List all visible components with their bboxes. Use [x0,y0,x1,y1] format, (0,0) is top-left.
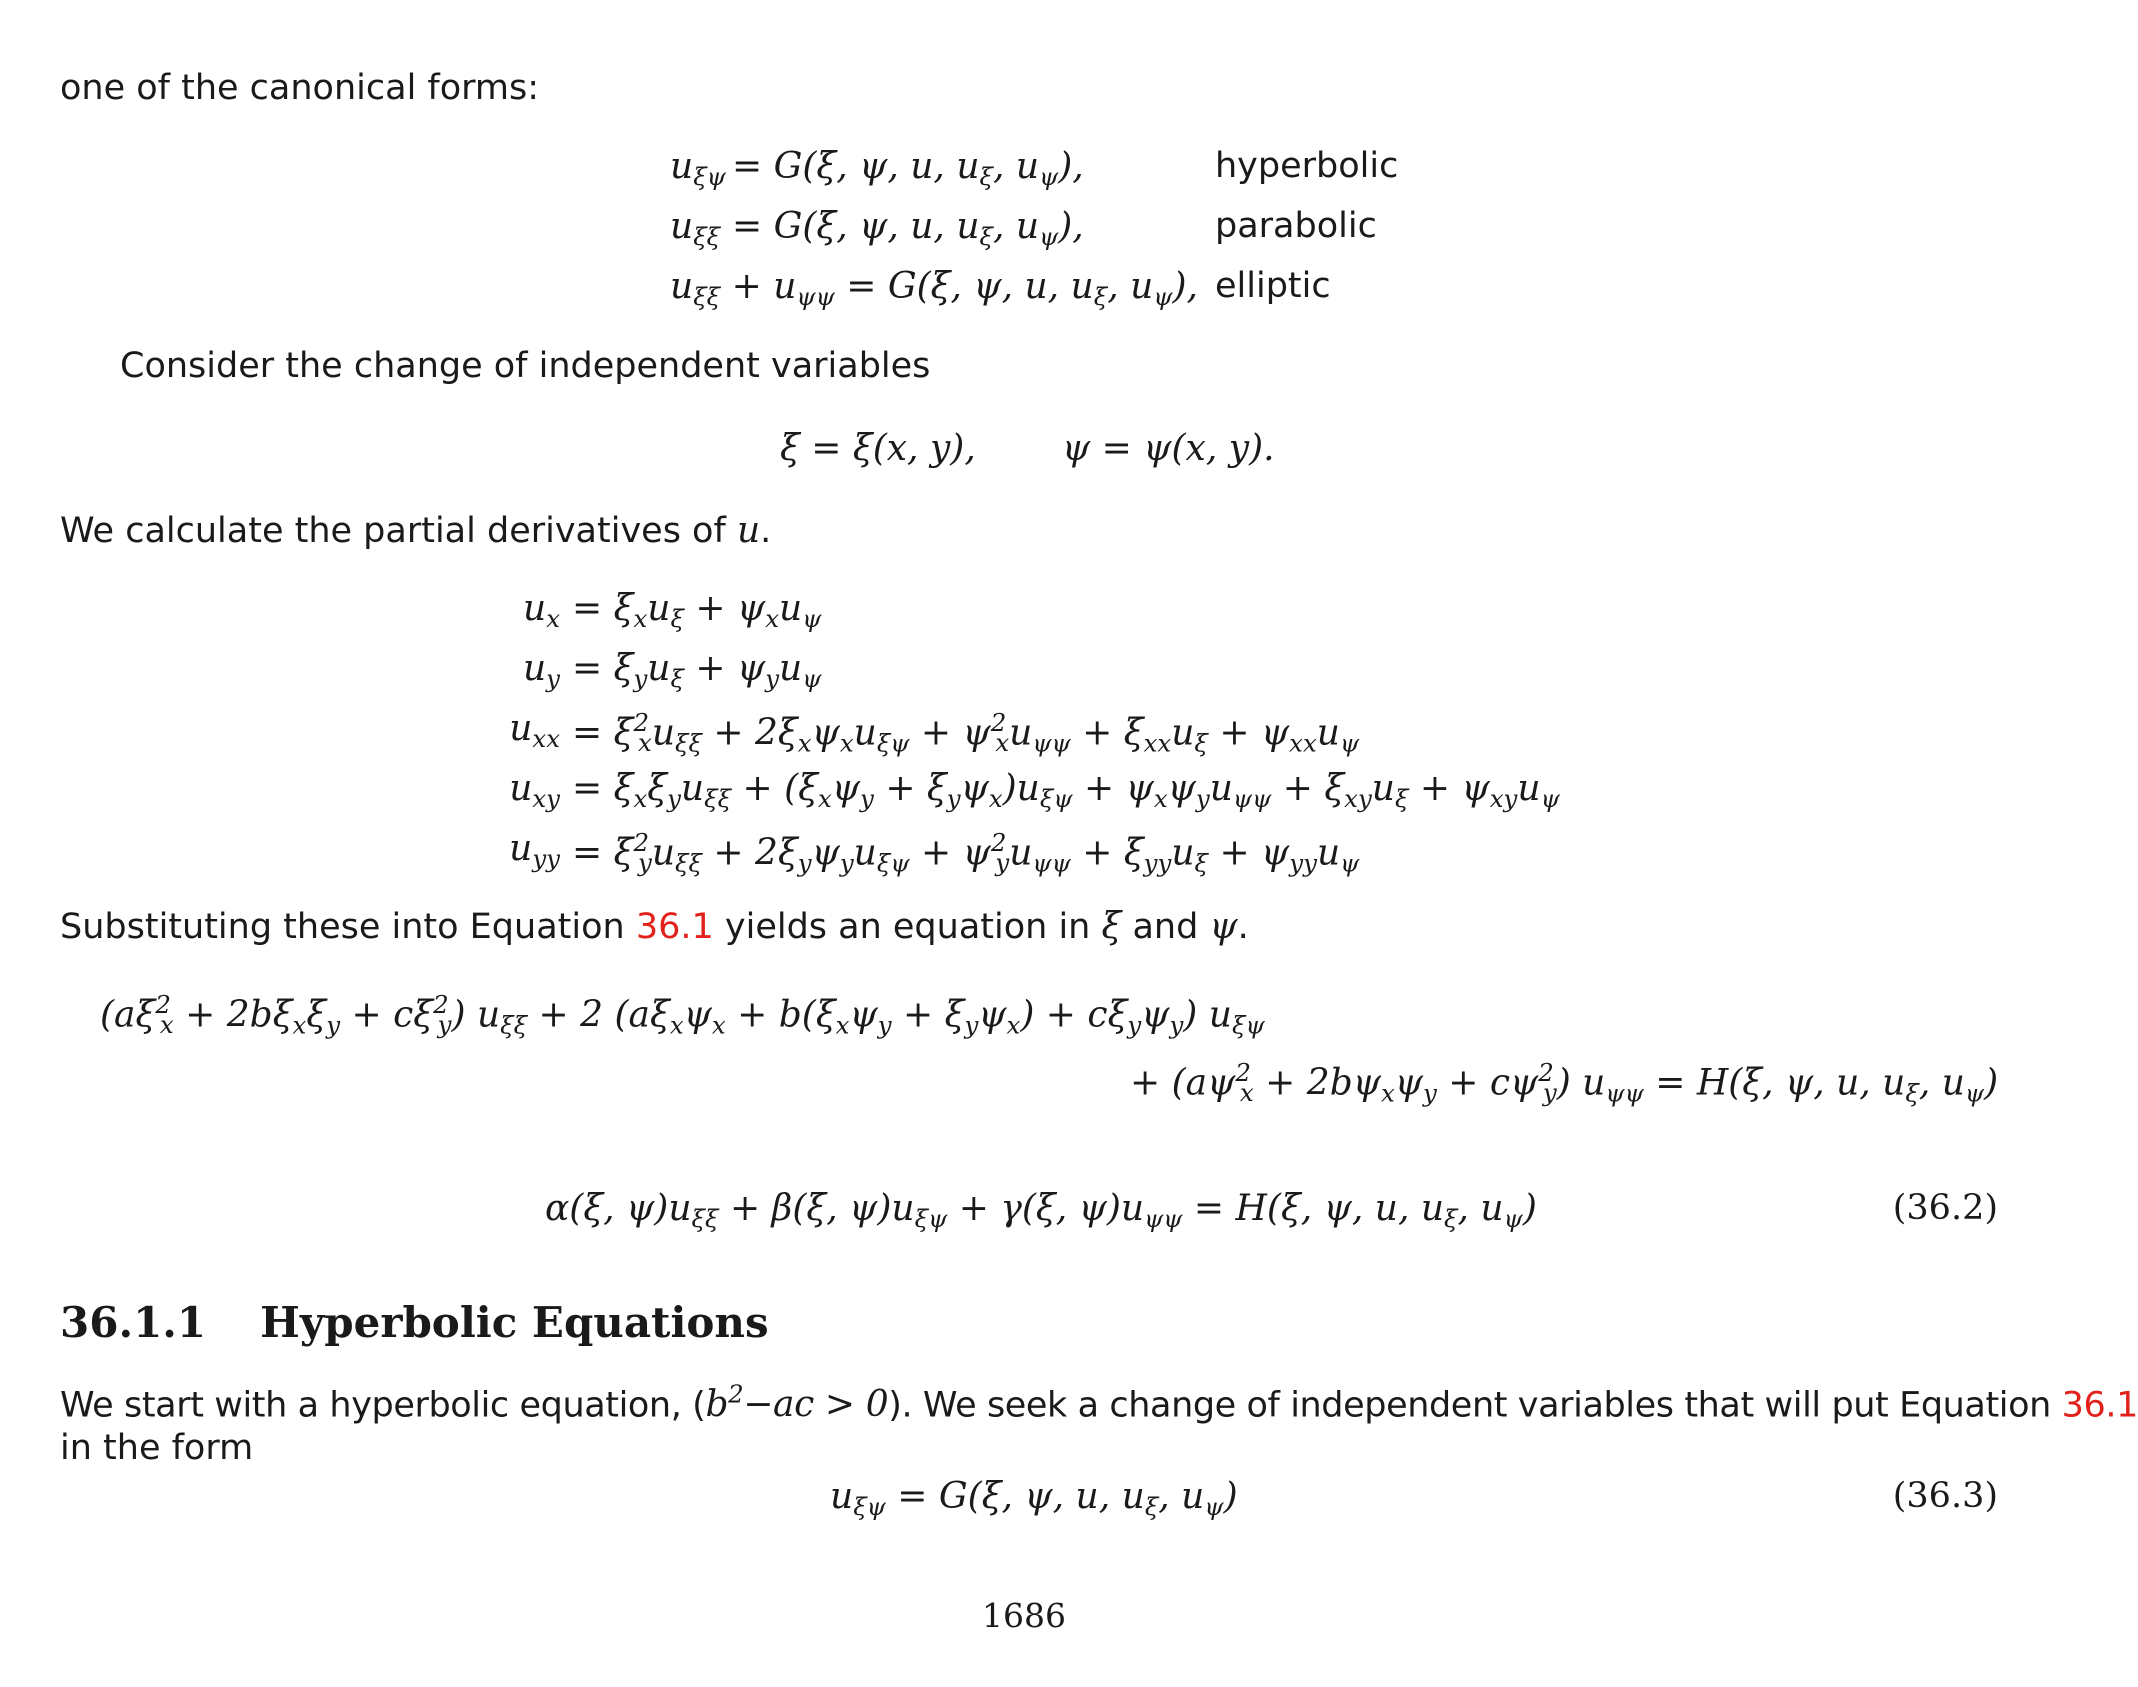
section-title: Hyperbolic Equations [260,1298,769,1347]
derivative-rhs: = $\xi^2_xu_{\xi\xi} + 2\xi_x\psi_xu_{\xi\psi} + \psi^2_xu_{\psi\psi} + \xi_{xx}u_\xi + \psi_{xx}u_\psi$ [572,708,1360,758]
equation-number: (36.3) [1892,1476,1998,1516]
equation-36-3: $u_{\xi\psi} = G(\xi$, ψ, u, $u_\xi$, $u_\psi$) [830,1476,1238,1521]
derivative-lhs: $u_{xy}$ [509,768,560,813]
hyperbolic-condition: $b^2-ac > 0$ [705,1380,889,1426]
intro-text: one of the canonical forms: [60,68,540,108]
calc-text: We calculate the partial derivatives of u. [60,510,772,551]
form-type-label: hyperbolic [1215,146,1399,186]
canonical-forms [640,146,1410,326]
derivative-rhs: = $\xi_x\xi_yu_{\xi\xi} + (\xi_x\psi_y + \xi_y\psi_x)u_{\xi\psi} + \psi_x\psi_yu_{\psi\psi} + \xi_{xy}u_\xi + \psi_{xy}u_\psi$ [572,768,1560,813]
page-number: 1686 [982,1596,1066,1635]
derivative-lhs: $u_x$ [523,588,560,633]
section-heading [60,1298,769,1347]
derivative-rhs: = $\xi^2_yu_{\xi\xi} + 2\xi_y\psi_yu_{\xi\psi} + \psi^2_yu_{\psi\psi} + \xi_{yy}u_\xi + \psi_{yy}u_\psi$ [572,828,1360,878]
hyperbolic-paragraph-line1: We start with a hyperbolic equation, $(b^2-ac > 0)$. We seek a change of independent variables that will put Equation 36.1 [60,1380,2138,1426]
derivative-lhs: $u_{yy}$ [509,828,560,873]
derivative-lhs: $u_{xx}$ [509,708,560,753]
canonical-form-elliptic: $u_{\xi\xi} + u_{\psi\psi} = G(\xi$, ψ, u, $u_\xi$, $u_\psi$), elliptic [670,266,1331,311]
substituting-text: Substituting these into Equation 36.1 yields an equation in ξ and ψ. [60,906,1249,947]
canonical-form-parabolic: $u_{\xi\xi}$ = G(ξ, ψ, u, $u_\xi$, $u_\psi$), parabolic [670,206,1377,251]
form-type-label: parabolic [1215,206,1377,246]
derivative-rhs: = $\xi_xu_\xi + \psi_xu_\psi$ [572,588,822,633]
derivative-rhs: = $\xi_yu_\xi + \psi_yu_\psi$ [572,648,822,693]
equation-36-2: α(ξ, $\psi)u_{\xi\xi} + \beta(\xi$, $\psi)u_{\xi\psi} + \gamma(\xi$, $\psi)u_{\psi\psi} = H(\xi$, ψ, u, $u_\xi$, $u_\psi$) [545,1188,1537,1233]
form-type-label: elliptic [1215,266,1331,306]
change-of-variables-psi: ψ = ψ(x, y). [1062,428,1275,469]
section-number: 36.1.1 [60,1298,207,1347]
consider-text: Consider the change of independent variables [120,346,931,386]
derivative-lhs: $u_y$ [522,648,560,693]
long-equation-line1: $(a\xi^2_x + 2b\xi_x\xi_y + c\xi^2_y) u_{\xi\xi} + 2$ $(a\xi_x\psi_x + b(\xi_x\psi_y + \xi_y\psi_x) + c\xi_y\psi_y)$ $u_{\xi\psi}$ [100,990,1265,1040]
change-of-variables-xi: ξ = ξ(x, y), [780,428,976,469]
derivatives-block [480,588,1600,888]
long-equation-line2: + $(a\psi^2_x + 2b\psi_x\psi_y + c\psi^2_y) u_{\psi\psi} = H(\xi$, ψ, u, $u_\xi$, $u_\psi$) [1130,1058,1999,1108]
equation-number: (36.2) [1892,1188,1998,1228]
equation-reference-link[interactable]: 36.1 [635,907,714,947]
canonical-form-hyperbolic: $u_{\xi\psi}$ = G(ξ, ψ, u, $u_\xi$, $u_\psi$), hyperbolic [670,146,1399,191]
hyperbolic-paragraph-line2: in the form [60,1428,254,1468]
equation-reference-link[interactable]: 36.1 [2061,1385,2138,1426]
